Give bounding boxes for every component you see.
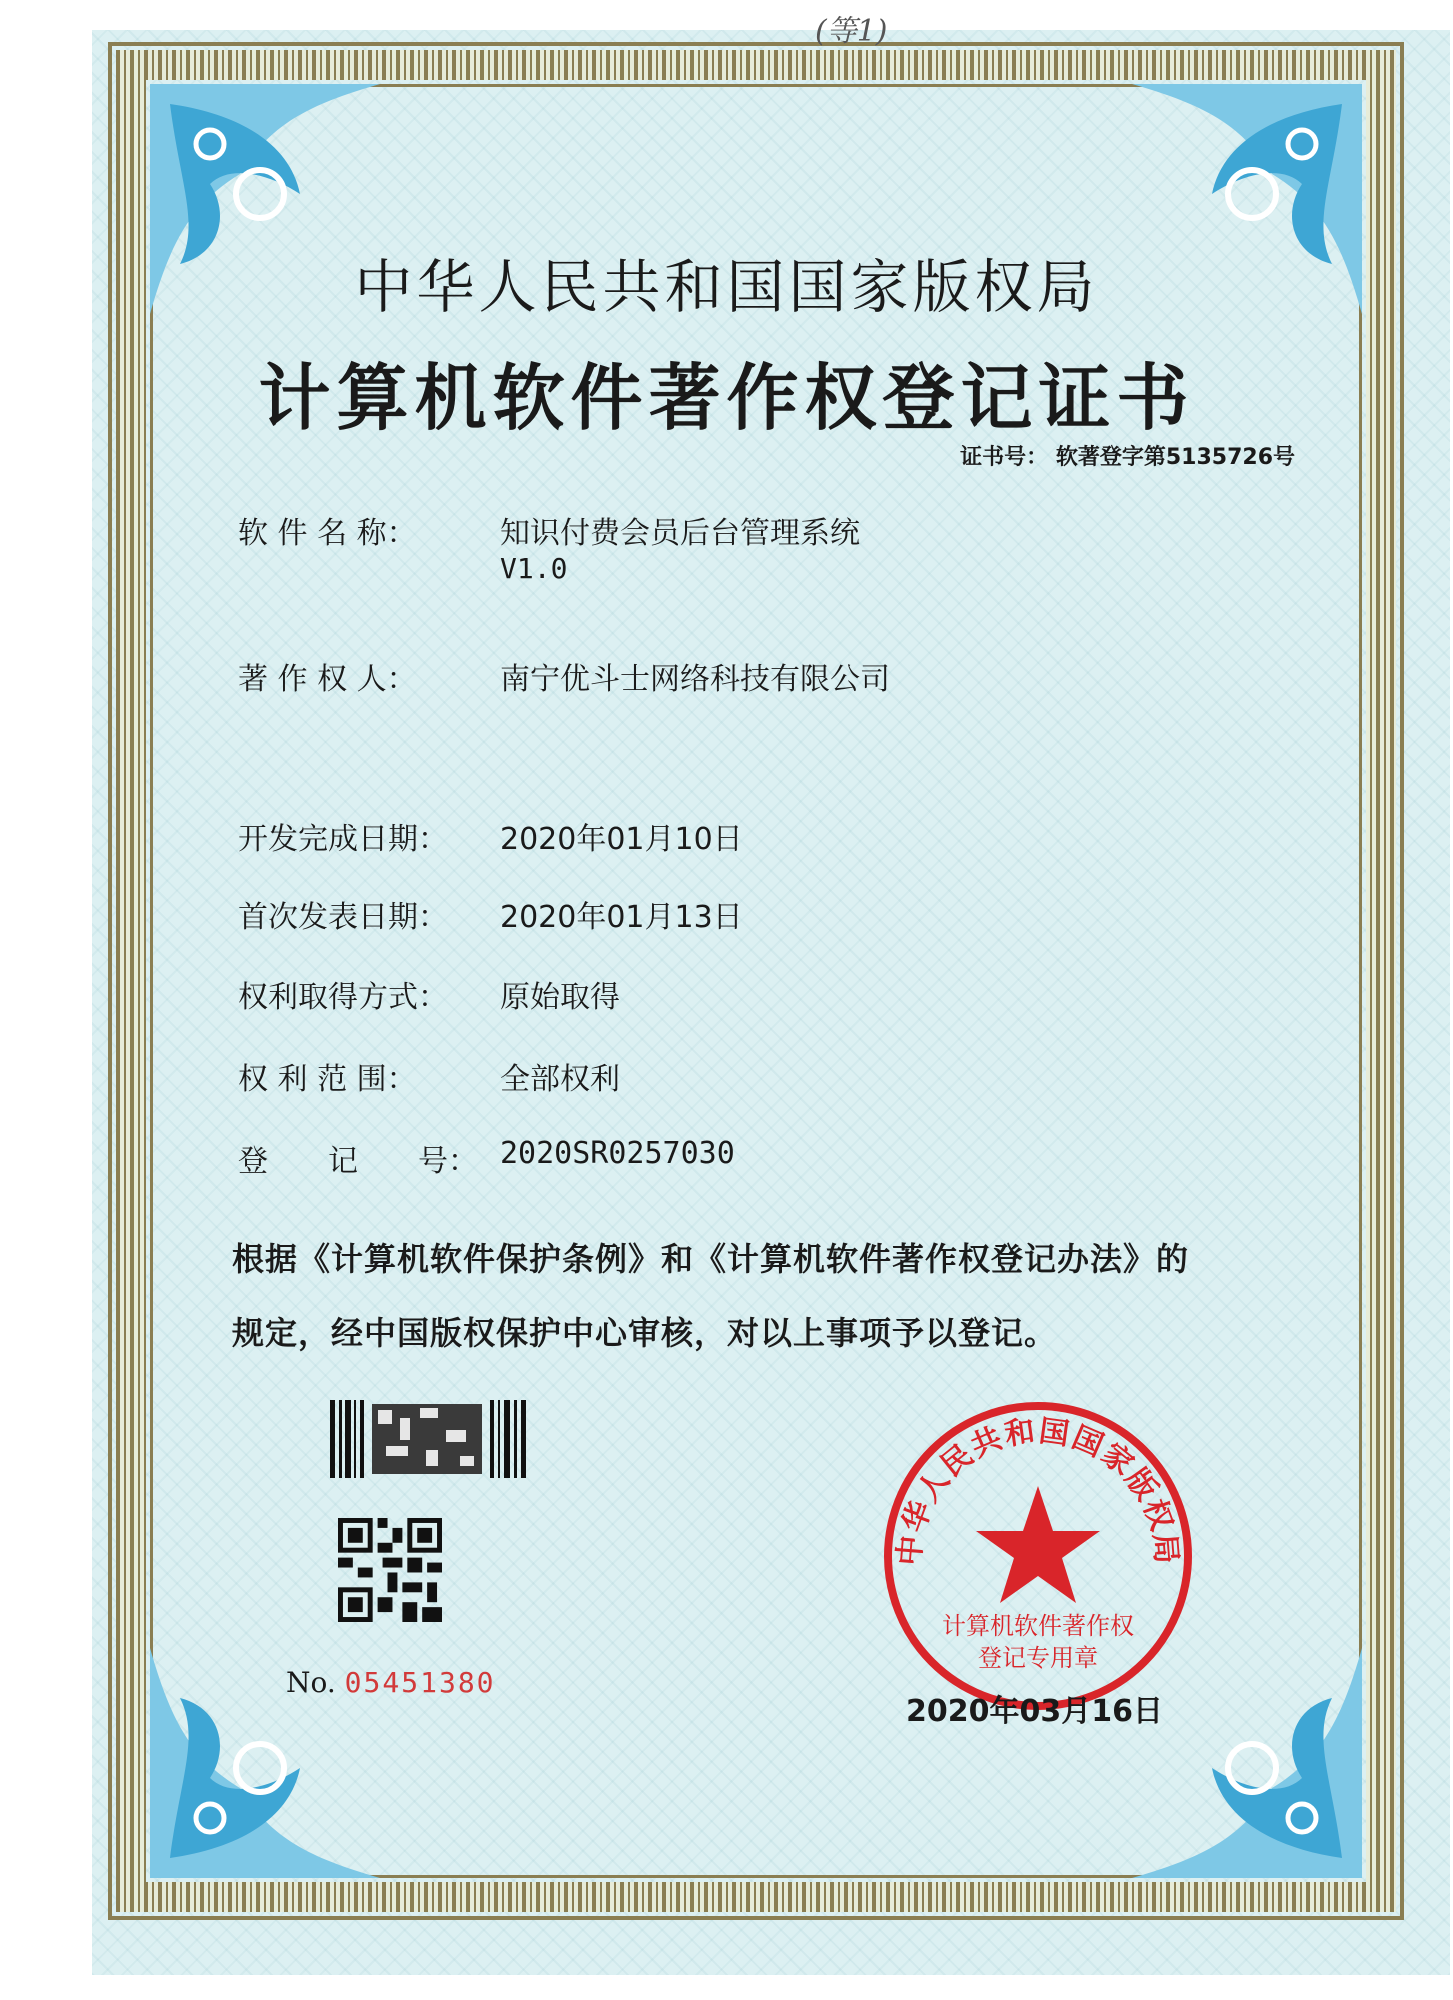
field-label: 首次发表日期： (238, 900, 448, 935)
seal-outer-text: 中华人民共和国国家版权局 (892, 1413, 1184, 1567)
field-first-publication-date (238, 892, 743, 936)
field-value: 南宁优斗士网络科技有限公司 (500, 662, 890, 697)
software-name-line1: 知识付费会员后台管理系统 (500, 516, 860, 551)
field-value: 2020年01月10日 (500, 822, 743, 857)
handwritten-note: (等1) (815, 14, 888, 49)
statement-line-1: 根据《计算机软件保护条例》和《计算机软件著作权登记办法》的 (232, 1240, 1190, 1278)
field-label: 开发完成日期： (238, 822, 448, 857)
field-value: 全部权利 (500, 1062, 620, 1097)
official-seal (878, 1396, 1198, 1716)
field-value: 原始取得 (500, 980, 620, 1015)
field-rights-acquisition (238, 972, 620, 1016)
field-copyright-owner (238, 654, 890, 698)
field-label: 著 作 权 人： (238, 662, 417, 697)
qr-code (338, 1518, 442, 1622)
certificate-number-value: 软著登字第5135726号 (1055, 445, 1295, 470)
field-value: 2020年01月13日 (500, 900, 743, 935)
field-value (500, 508, 860, 585)
serial-number (286, 1666, 496, 1699)
field-registration-no (238, 1136, 735, 1180)
certificate-number-label: 证书号： (960, 445, 1049, 470)
serial-label: No. (286, 1666, 336, 1699)
field-dev-completion-date (238, 814, 743, 858)
field-software-name (238, 508, 860, 585)
field-rights-scope (238, 1054, 620, 1098)
seal-inner-line-2: 登记专用章 (978, 1644, 1098, 1672)
agency-title: 中华人民共和国国家版权局 (354, 253, 1099, 321)
field-label: 权利取得方式： (238, 980, 448, 1015)
certificate-title: 计算机软件著作权登记证书 (258, 355, 1195, 440)
statement-line-2: 规定，经中国版权保护中心审核，对以上事项予以登记。 (232, 1314, 1058, 1352)
serial-value: 05451380 (344, 1666, 496, 1699)
field-label: 登 记 号： (238, 1144, 478, 1179)
certificate-number (960, 440, 1295, 471)
seal-star-icon (976, 1486, 1100, 1603)
software-name-version: V1.0 (500, 552, 568, 585)
field-label: 软 件 名 称： (238, 516, 417, 551)
field-label: 权 利 范 围： (238, 1062, 417, 1097)
field-value: 2020SR0257030 (500, 1136, 735, 1171)
barcode (330, 1400, 530, 1478)
seal-inner-line-1: 计算机软件著作权 (942, 1612, 1134, 1640)
issue-date: 2020年03月16日 (906, 1694, 1163, 1729)
